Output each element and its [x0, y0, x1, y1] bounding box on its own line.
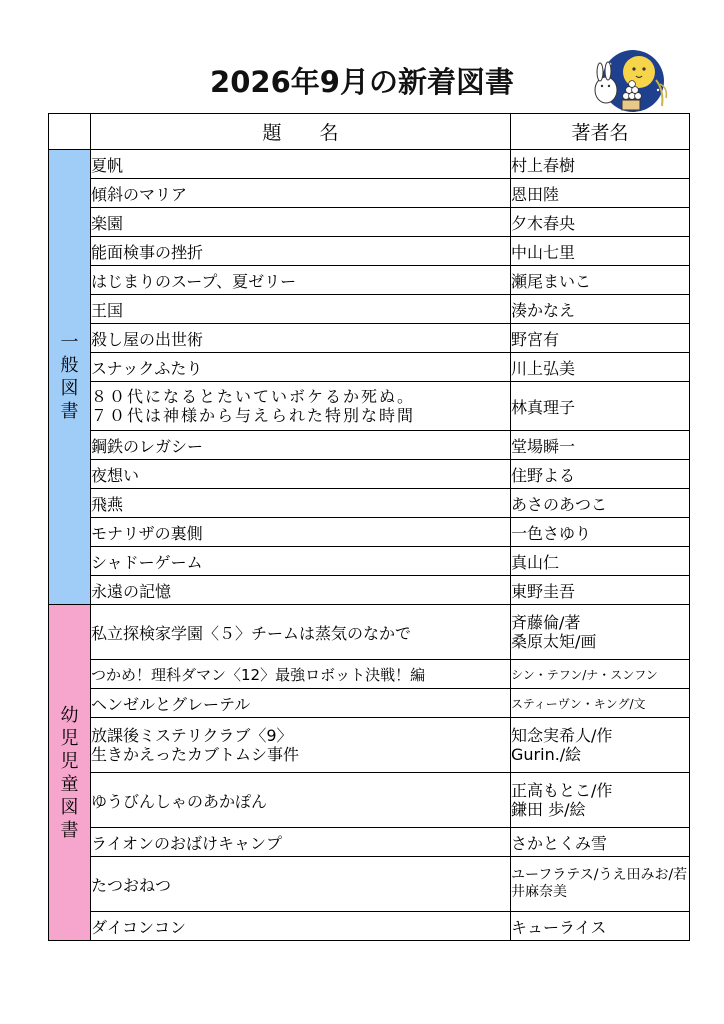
book-title — [91, 382, 511, 431]
table-row — [49, 460, 690, 489]
book-author: スティーヴン・キング/文 — [511, 689, 690, 718]
book-title: 鋼鉄のレガシー — [91, 431, 511, 460]
book-author: キューライス — [511, 912, 690, 941]
book-title: 夜想い — [91, 460, 511, 489]
table-row — [49, 324, 690, 353]
book-title: シャドーゲーム — [91, 547, 511, 576]
book-author: 中山七里 — [511, 237, 690, 266]
book-author-line-2: 桑原太矩/画 — [511, 632, 597, 651]
table-row — [49, 912, 690, 941]
book-title: 永遠の記憶 — [91, 576, 511, 605]
table-row — [49, 689, 690, 718]
book-title: たつおねつ — [91, 857, 511, 912]
table-row — [49, 353, 690, 382]
category-children — [49, 605, 91, 941]
table-row — [49, 431, 690, 460]
book-title: ダイコンコン — [91, 912, 511, 941]
book-author: 村上春樹 — [511, 150, 690, 179]
table-row — [49, 295, 690, 324]
book-author-line-1: 正高もとこ/作 — [511, 781, 613, 800]
table-row — [49, 489, 690, 518]
page-title: 2026年9月の新着図書 — [210, 65, 514, 99]
table-row — [49, 266, 690, 295]
table-row — [49, 828, 690, 857]
book-title: 楽園 — [91, 208, 511, 237]
category-general — [49, 150, 91, 605]
book-author-line-2: 鎌田 歩/絵 — [511, 800, 586, 819]
header-author: 著者名 — [511, 114, 690, 150]
book-title: 夏帆 — [91, 150, 511, 179]
book-author: 堂場瞬一 — [511, 431, 690, 460]
book-author: 野宮有 — [511, 324, 690, 353]
table-row — [49, 576, 690, 605]
book-author: ユーフラテス/うえ田みお/若井麻奈美 — [511, 857, 690, 912]
book-author-line-1: 知念実希人/作 — [511, 726, 613, 745]
table-row — [49, 773, 690, 828]
table-row — [49, 382, 690, 431]
book-author-line-2: Gurin./絵 — [511, 745, 582, 764]
book-author — [511, 605, 690, 660]
book-title: ヘンゼルとグレーテル — [91, 689, 511, 718]
table-row — [49, 179, 690, 208]
book-title-line-1: ８０代になるとたいていボケるか死ぬ。 — [91, 387, 416, 406]
book-author: 一色さゆり — [511, 518, 690, 547]
book-title: 私立探検家学園〈５〉チームは蒸気のなかで — [91, 605, 511, 660]
header-title: 題 名 — [91, 114, 511, 150]
book-title — [91, 718, 511, 773]
book-title: スナックふたり — [91, 353, 511, 382]
table-row — [49, 208, 690, 237]
table-header-row — [49, 114, 690, 150]
category-general-label: 一般図書 — [60, 332, 79, 422]
moon-rabbit-tsukimi-icon — [586, 50, 672, 114]
book-author: 夕木春央 — [511, 208, 690, 237]
book-author: 川上弘美 — [511, 353, 690, 382]
header-blank-cell — [49, 114, 91, 150]
table-row — [49, 237, 690, 266]
table-row — [49, 150, 690, 179]
book-author: シン・テフン/ナ・スンフン — [511, 660, 690, 689]
book-title: 能面検事の挫折 — [91, 237, 511, 266]
book-title: モナリザの裏側 — [91, 518, 511, 547]
category-children-label: 幼児児童図書 — [60, 704, 79, 841]
book-title: 飛燕 — [91, 489, 511, 518]
book-title-line-1: 放課後ミステリクラブ〈9〉 — [91, 726, 293, 745]
book-author: さかとくみ雪 — [511, 828, 690, 857]
book-author: 真山仁 — [511, 547, 690, 576]
book-title-line-2: 生きかえったカブトムシ事件 — [91, 745, 300, 764]
book-title-line-2: ７０代は神様から与えられた特別な時間 — [91, 406, 416, 425]
book-title: はじまりのスープ、夏ゼリー — [91, 266, 511, 295]
book-author-line-1: 斉藤倫/著 — [511, 613, 581, 632]
book-author: 瀬尾まいこ — [511, 266, 690, 295]
book-author: あさのあつこ — [511, 489, 690, 518]
book-title: 王国 — [91, 295, 511, 324]
book-author: 恩田陸 — [511, 179, 690, 208]
table-row — [49, 547, 690, 576]
book-author — [511, 773, 690, 828]
book-author: 林真理子 — [511, 382, 690, 431]
table-row — [49, 660, 690, 689]
book-author — [511, 718, 690, 773]
table-row — [49, 605, 690, 660]
book-title: ライオンのおばけキャンプ — [91, 828, 511, 857]
book-title: ゆうびんしゃのあかぽん — [91, 773, 511, 828]
table-row — [49, 518, 690, 547]
new-books-table — [48, 113, 690, 941]
book-title: 傾斜のマリア — [91, 179, 511, 208]
table-row — [49, 718, 690, 773]
book-author: 東野圭吾 — [511, 576, 690, 605]
book-title: つかめ！理科ダマン〈12〉最強ロボット決戦！編 — [91, 660, 511, 689]
book-author: 住野よる — [511, 460, 690, 489]
book-title: 殺し屋の出世術 — [91, 324, 511, 353]
book-author: 湊かなえ — [511, 295, 690, 324]
table-row — [49, 857, 690, 912]
